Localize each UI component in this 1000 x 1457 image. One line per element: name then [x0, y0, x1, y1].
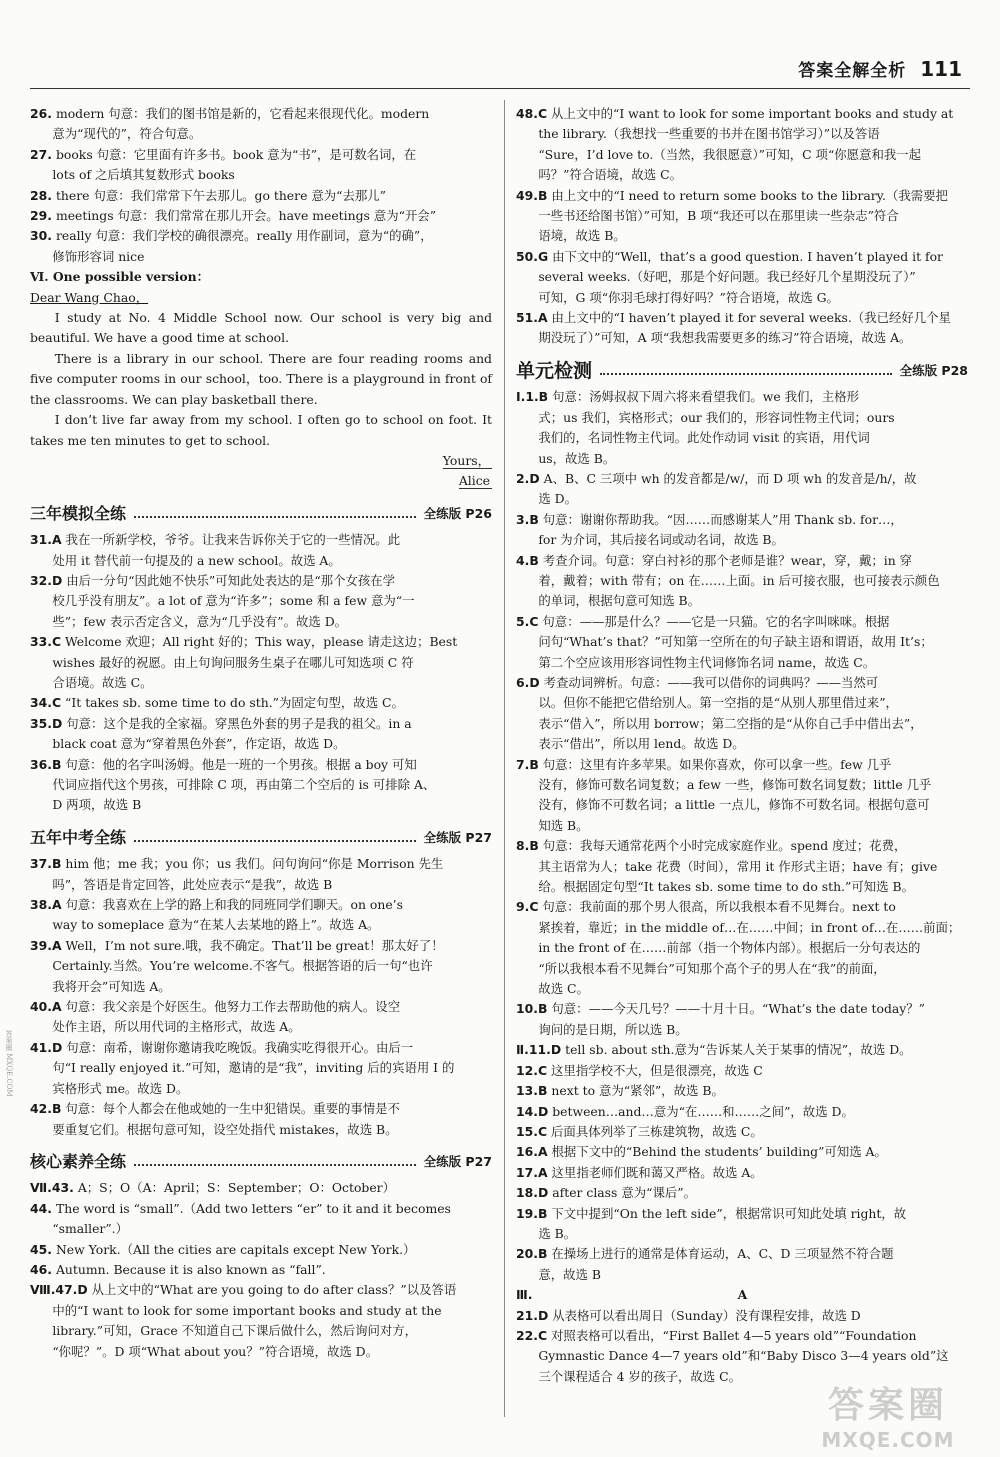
answer-text: 以。但你不能把它借给别人。第一空指的是“从别人那里借过来”，: [538, 695, 898, 711]
answer-text: 吗？”符合语境，故选 C。: [538, 167, 682, 183]
answer-entry: [516, 1102, 968, 1122]
answer-number: 44.: [30, 1200, 52, 1216]
answer-number: 13.B: [516, 1083, 548, 1099]
answer-text: 对照表格可以看出，“First Ballet 4—5 years old”“Foundation: [551, 1327, 917, 1343]
answer-text: 由下文中的“Well，that’s a good question. I haven’t played it for: [552, 248, 943, 264]
answer-entry: [516, 1163, 968, 1183]
answer-text: black coat 意为“穿着黑色外套”，作定语，故选 D。: [52, 736, 346, 752]
watermark-text: 答案圈: [827, 1385, 948, 1426]
answer-text: “Sure，I’d love to.（当然，我很愿意）”可知，C 项“你愿意和我一起: [538, 146, 922, 162]
answer-text: 知选 B。: [538, 817, 589, 833]
answer-text: 从表格可以看出周日（Sunday）没有课程安排，故选 D: [552, 1307, 861, 1323]
answer-text: in the front of 在……前部（指一个物体内部）。根据后一分句表达的: [538, 940, 921, 956]
answer-entry: [30, 632, 492, 693]
answer-text: 要重复它们。根据句意可知，设空处指代 mistakes，故选 B。: [52, 1121, 398, 1137]
answer-text: 三个课程适合 4 岁的孩子，故选 C。: [538, 1368, 741, 1384]
answer-text: 代词应指代这个男孩，可排除 C 项，再由第二个空后的 is 可排除 A、: [52, 777, 436, 792]
answer-entry: [516, 612, 968, 673]
essay-heading: Ⅵ. One possible version：: [30, 269, 209, 285]
answer-text: 由后一分句“因此她不快乐”可知此处表达的是“那个女孩在学: [66, 572, 396, 588]
section-page-ref: 全练版 P27: [423, 1153, 492, 1169]
answer-number: 36.B: [30, 756, 62, 772]
answer-entry: [30, 206, 492, 226]
essay-signature-text: Alice: [458, 473, 490, 489]
answer-text: 处用 it 替代前一句提及的 a new school。故选 A。: [52, 552, 341, 568]
answer-text: there 句意：我们常常下午去那儿。go there 意为“去那儿”: [55, 187, 386, 203]
answer-entry: [516, 755, 968, 837]
answer-text: lots of 之后填其复数形式 books: [52, 167, 235, 183]
answer-number: 18.D: [516, 1185, 549, 1201]
answer-text: 故选 C。: [538, 981, 589, 997]
answer-text: modern 句意：我们的图书馆是新的，它看起来很现代化。modern: [55, 106, 430, 121]
answer-number: 14.D: [516, 1103, 549, 1119]
answer-text: library.”可知，Grace 不知道自己下课后做什么，然后询问对方，: [52, 1323, 418, 1339]
answer-entry: [516, 1142, 968, 1162]
answer-text: meetings 句意：我们常常在那儿开会。have meetings 意为“开会”: [55, 208, 437, 224]
answer-number: Ⅶ.43.: [30, 1180, 74, 1196]
answer-text: 给。根据固定句型“It takes sb. some time to do sth.”可知选 B。: [538, 879, 914, 895]
answer-number: 4.B: [516, 552, 539, 568]
answer-number: 29.: [30, 208, 52, 224]
answer-entry: [30, 895, 492, 936]
answer-entry: [30, 530, 492, 571]
answer-entry: [30, 145, 492, 186]
answer-entry: [516, 1122, 968, 1142]
answer-number: 31.A: [30, 532, 62, 548]
answer-text: 没有，修饰不可数名词；a little 一点儿，修饰不可数名词。根据句意可: [538, 797, 930, 813]
section-heading: [30, 828, 492, 848]
left-column: [30, 104, 492, 1362]
answer-text: 句意：他的名字叫汤姆。他是一班的一个男孩。根据 a boy 可知: [65, 756, 417, 772]
page-header-title: 答案全解全析: [798, 61, 907, 81]
answer-number: Ⅷ.47.D: [30, 1282, 88, 1298]
answer-text: “It takes sb. some time to do sth.”为固定句型，故选 C。: [65, 695, 404, 711]
answer-number: 48.C: [516, 106, 548, 121]
answer-number: 3.B: [516, 511, 539, 527]
answer-text: A、B、C 三项中 wh 的发音都是/w/，而 D 项 wh 的发音是/h/，故: [543, 470, 917, 486]
answer-entry: [516, 836, 968, 897]
essay-closing-text: Yours，: [442, 452, 490, 468]
answer-number: 32.D: [30, 572, 63, 588]
answer-text: way to someplace 意为“在某人去某地的路上”。故选 A。: [52, 917, 380, 933]
answer-text: 句意：谢谢你帮助我。“因……而感谢某人”用 Thank sb. for…，: [542, 511, 903, 527]
answer-text: 表示“借出”，所以用 lend。故选 D。: [538, 736, 745, 752]
essay-paragraph: There is a library in our school. There are four reading rooms and five computer rooms in our school，too. There is a playground in front of the classrooms. We can play basketball there.: [30, 350, 492, 407]
answer-text: 从上文中的“What are you going to do after class？”以及答语: [91, 1282, 457, 1298]
answer-text: 我们的，名词性物主代词。此处作动词 visit 的宾语，用代词: [538, 430, 870, 446]
answer-number: 12.C: [516, 1062, 548, 1078]
answer-text: 选 D。: [538, 491, 577, 507]
answer-number: Ⅰ.1.B: [516, 389, 549, 405]
answer-text: 选 B。: [538, 1225, 577, 1241]
answer-text: 句意：我父亲是个好医生。他努力工作去帮助他的病人。设空: [65, 999, 401, 1015]
dotted-leader: [134, 516, 416, 518]
answer-text: 校几乎没有朋友”。a lot of 意为“许多”；some 和 a few 意为“一: [52, 593, 415, 609]
answer-number: 39.A: [30, 937, 62, 953]
answer-entry: [516, 247, 968, 308]
dotted-leader: [134, 1164, 416, 1166]
answer-text: “所以我根本看不见舞台”可知那个高个子的男人在“我”的前面，: [538, 960, 886, 976]
answer-text: 语境，故选 B。: [538, 228, 626, 244]
part-label: A: [737, 1287, 748, 1303]
answer-text: 句意：我每天通常花两个小时完成家庭作业。spend 度过；花费，: [542, 838, 907, 854]
essay-salutation: Dear Wang Chao，: [30, 289, 149, 305]
answer-text: 这里指老师们既和蔼又严格。故选 A。: [551, 1164, 763, 1180]
answer-entry: [516, 1061, 968, 1081]
answer-number: 37.B: [30, 856, 62, 872]
answer-entry: [516, 999, 968, 1040]
answer-text: between…and…意为“在……和……之间”，故选 D。: [552, 1103, 854, 1119]
answer-number: 6.D: [516, 674, 540, 690]
answer-text: D 两项，故选 B: [52, 797, 142, 813]
answer-text: 从上文中的“I want to look for some important books and study at: [551, 106, 954, 121]
answer-text: 意，故选 B: [538, 1266, 601, 1282]
answer-number: 34.C: [30, 695, 62, 711]
answer-entry: [30, 1280, 492, 1362]
answer-number: 40.A: [30, 999, 62, 1015]
answer-list: [30, 854, 492, 1140]
answer-text: 可知，G 项“你羽毛球打得好吗？”符合语境，故选 G。: [538, 289, 839, 305]
answer-number: 41.D: [30, 1039, 63, 1055]
answer-text: 紧挨着，靠近；in the middle of…在……中间；in front of…在……前面；: [538, 919, 961, 935]
answer-text: 这里指学校不大，但是很漂亮，故选 C: [551, 1062, 763, 1078]
answer-number: 38.A: [30, 897, 62, 913]
answer-entry: [516, 673, 968, 755]
answer-number: 15.C: [516, 1123, 548, 1139]
section-title: 核心素养全练: [30, 1151, 127, 1171]
answer-number: 28.: [30, 187, 52, 203]
answer-text: us，故选 B。: [538, 450, 616, 466]
answer-entry: [516, 897, 968, 999]
answer-number: 20.B: [516, 1246, 548, 1262]
answer-text: 句意：这个是我的全家福。穿黑色外套的男子是我的祖父。in a: [66, 715, 412, 731]
answer-list: [30, 530, 492, 816]
header-rule: [30, 88, 970, 89]
answer-entry: [30, 693, 492, 713]
answer-text: 由上文中的“I haven’t played it for several weeks.（我已经好几个星: [551, 310, 951, 326]
answer-entry: [30, 714, 492, 755]
answer-text: New York.（All the cities are capitals except New York.）: [55, 1241, 416, 1257]
answer-entry: [516, 469, 968, 510]
answer-text: 意为“现代的”，符合句意。: [52, 126, 202, 142]
section-heading: [516, 361, 968, 381]
answer-number: 21.D: [516, 1307, 549, 1323]
answer-entry: [30, 571, 492, 632]
section-heading: [30, 504, 492, 524]
essay-signature: [30, 471, 492, 491]
answer-number: 22.C: [516, 1327, 548, 1343]
answer-entry: [30, 854, 492, 895]
answer-text: 根据下文中的“Behind the students’ building”可知选 A。: [551, 1144, 887, 1160]
answer-text: the library.（我想找一些重要的书并在图书馆学习）”以及答语: [538, 126, 880, 142]
answer-text: 表示“借入”，所以用 borrow；第二空指的是“从你自己手中借出去”，: [538, 715, 923, 731]
essay-paragraph: I study at No. 4 Middle School now. Our school is very big and beautiful. We have a good time at school.: [30, 310, 492, 346]
answer-list: [516, 104, 968, 349]
section-title: 单元检测: [516, 359, 593, 382]
answer-text: “你呢？”。D 项“What about you？”符合语境，故选 D。: [52, 1343, 379, 1359]
column-divider: [504, 100, 505, 1417]
right-column: [516, 104, 968, 1387]
answer-text: The word is “small”.（Add two letters “er” to it and it becomes: [55, 1200, 451, 1216]
answer-text: 句意：南希，谢谢你邀请我吃晚饭。我确实吃得很开心。由后一: [66, 1039, 414, 1055]
answer-entry: [516, 308, 968, 349]
section-title: 五年中考全练: [30, 827, 127, 847]
answer-text: 合语境。故选 C。: [52, 674, 153, 690]
answer-text: 下文中提到“On the left side”，根据常识可知此处填 right，故: [551, 1205, 907, 1221]
answer-text: 句意：汤姆叔叔下周六将来看望我们。we 我们，主格形: [552, 389, 859, 405]
answer-text: 些”；few 表示否定含义，意为“几乎没有”。故选 D。: [52, 613, 348, 629]
answer-text: 句意：每个人都会在他或她的一生中犯错误。重要的事情是不: [65, 1101, 400, 1117]
answer-number: 33.C: [30, 634, 62, 650]
answer-text: 句“I really enjoyed it.”可知，邀请的是“我”，inviting 后的宾语用 I 的: [52, 1060, 455, 1076]
answer-entry: [516, 551, 968, 612]
answer-number: 45.: [30, 1241, 52, 1257]
dotted-leader: [600, 373, 892, 375]
answer-entry: [30, 1099, 492, 1140]
answer-entry: [516, 104, 968, 186]
answer-text: A；S；O（A：April；S：September；O：October）: [77, 1180, 395, 1196]
section-heading: [30, 1152, 492, 1172]
answer-text: 在操场上进行的通常是体育运动，A、C、D 三项显然不符合题: [551, 1246, 894, 1262]
page-number: 111: [920, 57, 962, 81]
answer-text: after class 意为“课后”。: [552, 1185, 696, 1201]
watermark-logo: [788, 1377, 988, 1452]
answer-text: 我在一所新学校，爷爷。让我来告诉你关于它的一些情况。此: [65, 532, 401, 548]
answer-text: 考查介词。句意：穿白衬衫的那个老师是谁？wear，穿，戴；in 穿: [542, 552, 913, 568]
page-header: [798, 56, 962, 81]
answer-number: 8.B: [516, 838, 539, 854]
answer-text: 没有，修饰可数名词复数；a few 一些，修饰可数名词复数；little 几乎: [538, 777, 932, 792]
answer-number: 51.A: [516, 310, 548, 326]
answer-text: 问句“What’s that？”可知第一空所在的句子缺主语和谓语，故用 It’s；: [538, 634, 933, 650]
answer-text: 考查动词辨析。句意：——我可以借你的词典吗？——当然可: [543, 674, 879, 690]
part-heading: [516, 1285, 968, 1305]
answer-entry: [30, 936, 492, 997]
answer-entry: [516, 1040, 968, 1060]
answer-text: 一些书还给图书馆）”可知，B 项“我还可以在那里读一些杂志”符合: [538, 208, 899, 224]
answer-entry: [30, 1199, 492, 1240]
essay-closing: [30, 451, 492, 471]
answer-text: 后面具体列举了三栋建筑物，故选 C。: [551, 1123, 763, 1139]
answer-number: 9.C: [516, 899, 539, 915]
answer-number: 19.B: [516, 1205, 548, 1221]
answer-text: Well，I’m not sure.哦，我不确定。That’ll be great！那太好了！: [65, 937, 444, 953]
answer-entry: [516, 1306, 968, 1326]
answer-entry: [30, 226, 492, 267]
answer-text: 其主语常为人；take 花费（时间），常用 it 作形式主语；have 有；give: [538, 858, 938, 874]
answer-text: wishes 最好的祝愿。由上句询问服务生桌子在哪儿可知选项 C 符: [52, 654, 414, 670]
answer-text: books 句意：它里面有许多书。book 意为“书”，是可数名词，在: [55, 146, 417, 162]
answer-number: 7.B: [516, 756, 539, 772]
answer-text: Certainly.当然。You’re welcome.不客气。根据答语的后一句“也许: [52, 958, 433, 974]
answer-entry: [30, 1038, 492, 1099]
answer-text: 着，戴着；with 带有；on 在……上面。in 后可接衣服，也可接表示颜色: [538, 572, 940, 588]
answer-entry: [30, 186, 492, 206]
answer-text: really 句意：我们学校的确很漂亮。really 用作副词，意为“的确”，: [55, 228, 433, 244]
watermark-url: MXQE.COM: [821, 1428, 955, 1452]
answer-text: 句意：我喜欢在上学的路上和我的同班同学们聊天。on one’s: [65, 897, 403, 913]
answer-text: 处作主语，所以用代词的主格形式，故选 A。: [52, 1019, 301, 1035]
answer-entry: [30, 997, 492, 1038]
answer-text: next to 意为“紧邻”，故选 B。: [551, 1083, 724, 1099]
answer-text: 询问的是日期，所以选 B。: [538, 1021, 688, 1037]
answer-list: [30, 104, 492, 267]
answer-text: 由上文中的“I need to return some books to the library.（我需要把: [551, 187, 948, 203]
dotted-leader: [134, 840, 416, 842]
answer-entry: [516, 1204, 968, 1245]
answer-number: 49.B: [516, 187, 548, 203]
section-page-ref: 全练版 P26: [423, 505, 492, 521]
answer-text: “smaller”.）: [52, 1221, 128, 1237]
answer-list: [516, 387, 968, 1285]
answer-number: 46.: [30, 1261, 52, 1277]
answer-text: 期没玩了）”可知，A 项“我想我需要更多的练习”符合语境，故选 A。: [538, 330, 912, 346]
answer-number: Ⅱ.11.D: [516, 1042, 562, 1058]
answer-text: several weeks.（好吧，那是个好问题。我已经好几个星期没玩了）”: [538, 269, 916, 285]
answer-number: 27.: [30, 146, 52, 162]
answer-list: [516, 1306, 968, 1388]
answer-number: 16.A: [516, 1144, 548, 1160]
answer-entry: [516, 510, 968, 551]
answer-entry: [30, 1178, 492, 1198]
answer-text: 我将开会”可知选 A。: [52, 978, 171, 994]
section-page-ref: 全练版 P27: [423, 829, 492, 845]
answer-text: 句意：——那是什么？——它是一只猫。它的名字叫咪咪。根据: [542, 613, 890, 629]
answer-text: 修饰形容词 nice: [52, 248, 145, 264]
answer-text: 句意：这里有许多苹果。如果你喜欢，你可以拿一些。few 几乎: [542, 756, 892, 772]
answer-entry: [30, 1260, 492, 1280]
answer-entry: [516, 1244, 968, 1285]
answer-entry: [30, 1240, 492, 1260]
answer-entry: [30, 755, 492, 816]
answer-text: Autumn. Because it is also known as “fall”.: [55, 1261, 326, 1277]
answer-list: [30, 1178, 492, 1362]
answer-text: tell sb. about sth.意为“告诉某人关于某事的情况”，故选 D。: [565, 1042, 912, 1058]
margin-note: 答案圈 MXQE.COM: [5, 1030, 13, 1097]
answer-text: 吗”，答语是肯定回答，此处应表示“是我”，故选 B: [52, 876, 333, 892]
essay: [30, 267, 492, 491]
answer-number: 5.C: [516, 613, 539, 629]
answer-text: him 他；me 我；you 你；us 我们。问句询问“你是 Morrison 先生: [65, 856, 444, 872]
answer-text: 宾格形式 me。故选 D。: [52, 1080, 189, 1096]
answer-number: 10.B: [516, 1001, 548, 1017]
section-page-ref: 全练版 P28: [899, 362, 968, 378]
answer-text: 第二个空应该用形容词性物主代词修饰名词 name，故选 C。: [538, 654, 876, 670]
essay-paragraph: I don’t live far away from my school. I often go to school on foot. It takes me ten minutes to get to school.: [30, 412, 492, 448]
answer-entry: [516, 1081, 968, 1101]
answer-text: 句意：——今天几号？——十月十日。“What’s the date today？”: [551, 1001, 925, 1017]
answer-entry: [30, 104, 492, 145]
part-number: Ⅲ.: [516, 1287, 533, 1303]
answer-entry: [516, 1183, 968, 1203]
answer-number: 30.: [30, 228, 52, 244]
answer-number: 2.D: [516, 470, 540, 486]
answer-text: Gymnastic Dance 4—7 years old”和“Baby Disco 3—4 years old”这: [538, 1348, 949, 1364]
answer-number: 26.: [30, 106, 52, 121]
answer-entry: [516, 387, 968, 469]
answer-entry: [516, 186, 968, 247]
answer-text: 句意：我前面的那个男人很高，所以我根本看不见舞台。next to: [542, 899, 896, 915]
answer-text: 的单词，根据句意可知选 B。: [538, 593, 701, 609]
answer-number: 50.G: [516, 248, 549, 264]
answer-number: 42.B: [30, 1101, 62, 1117]
section-title: 三年模拟全练: [30, 503, 127, 523]
answer-text: for 为介词，其后接名词或动名词，故选 B。: [538, 532, 784, 548]
answer-text: 中的“I want to look for some important books and study at the: [52, 1302, 442, 1318]
answer-text: 式；us 我们，宾格形式；our 我们的，形容词性物主代词；ours: [538, 409, 895, 425]
answer-text: Welcome 欢迎；All right 好的；This way，please 请走这边；Best: [65, 634, 458, 650]
answer-number: 35.D: [30, 715, 63, 731]
answer-number: 17.A: [516, 1164, 548, 1180]
